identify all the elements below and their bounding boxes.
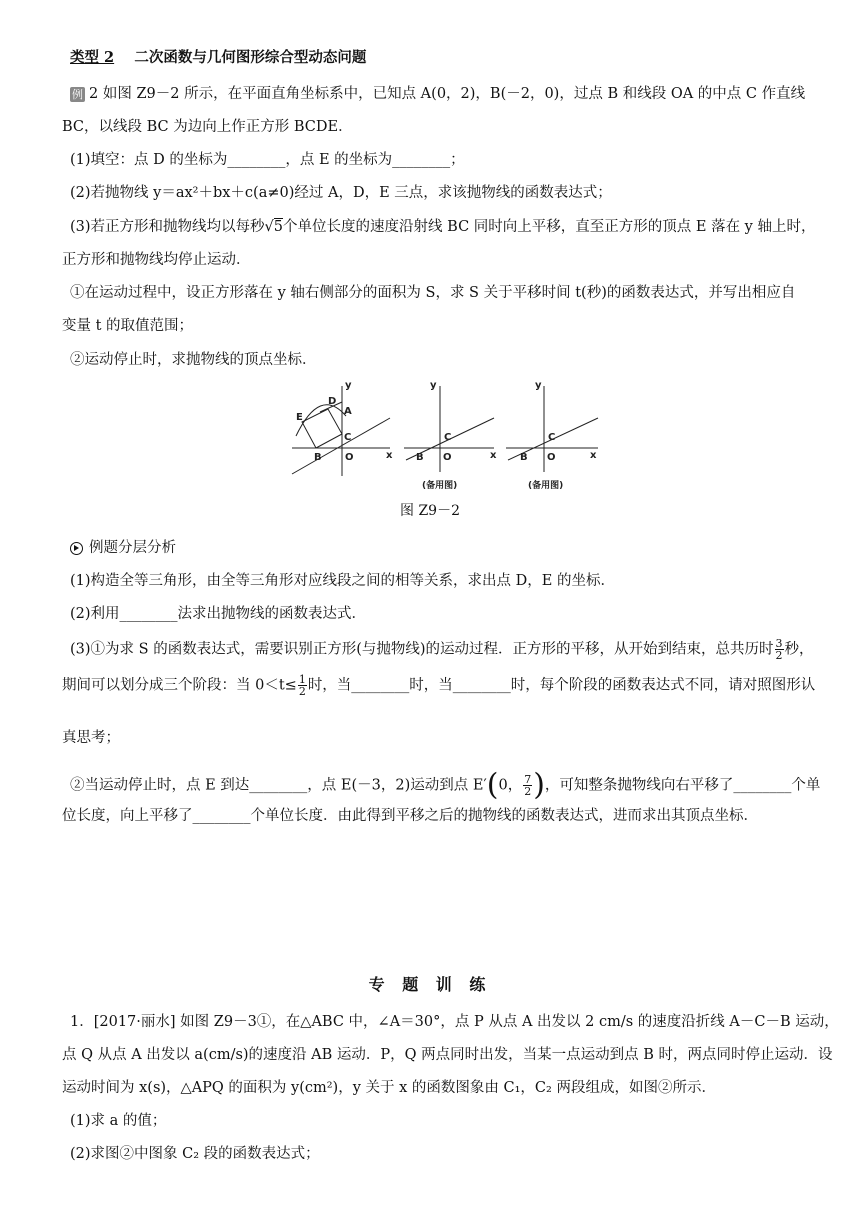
label-x-b2: x	[590, 450, 597, 461]
training-title: 专 题 训 练	[368, 975, 492, 994]
frac-num: 1	[298, 673, 306, 686]
label-y-b2: y	[535, 380, 542, 391]
label-o-b2: O	[547, 452, 556, 463]
fraction-1-2	[298, 674, 307, 697]
q3a-pre: (3)若正方形和抛物线均以每秒	[70, 219, 265, 235]
p3b-post: 时，当________时，当________时，每个阶段的函数表达式不同，请对照图形认	[307, 677, 816, 694]
analysis-p4b: 位长度，向上平移了________个单位长度．由此得到平移之后的抛物线的函数表达式，进而求出其顶点坐标．	[62, 808, 758, 824]
p3a-pre: (3)①为求 S 的函数表达式，需要识别正方形(与抛物线)的运动过程．正方形的平移，从开始到结束，总共历时	[70, 641, 774, 658]
parabola	[296, 405, 346, 436]
frac-num: 7	[524, 773, 532, 786]
backup-label-1: (备用图)	[422, 481, 458, 491]
training-line-3: 运动时间为 x(s)，△APQ 的面积为 y(cm²)，y 关于 x 的函数图象由 C₁，C₂ 两段组成，如图②所示．	[62, 1080, 716, 1096]
p3b-pre: 期间可以划分成三个阶段：当 0＜t≤	[62, 677, 297, 694]
q3a-post: 个单位长度的速度沿射线 BC 同时向上平移，直至正方形的顶点 E 落在 y 轴上时，	[283, 219, 816, 235]
analysis-heading-text: 例题分层分析	[89, 540, 176, 556]
analysis-p2: (2)利用________法求出抛物线的函数表达式．	[70, 606, 367, 622]
label-c-b2: C	[548, 432, 556, 443]
label-o: O	[345, 452, 354, 463]
question-3c: ①在运动过程中，设正方形落在 y 轴右侧部分的面积为 S，求 S 关于平移时间 t(秒)的函数表达式，并写出相应自	[70, 285, 796, 301]
label-y-main: y	[345, 380, 352, 391]
question-3b: 正方形和抛物线均停止运动．	[62, 252, 251, 268]
square-bcde	[302, 409, 342, 448]
type-title: 二次函数与几何图形综合型动态问题	[134, 49, 367, 66]
label-y-b1: y	[430, 380, 437, 391]
question-3a	[70, 217, 815, 237]
frac-den: 2	[298, 685, 306, 698]
frac-num: 3	[775, 637, 783, 650]
example-line-2: BC，以线段 BC 为边向上作正方形 BCDE．	[62, 119, 353, 135]
training-line-1: 1．[2017·丽水] 如图 Z9－3①，在△ABC 中，∠A＝30°，点 P 从点 A 出发以 2 cm/s 的速度沿折线 A－C－B 运动，	[70, 1014, 839, 1030]
figure-caption: 图 Z9－2	[400, 503, 460, 519]
point-bracket-right: )	[533, 767, 545, 803]
question-1: (1)填空：点 D 的坐标为________，点 E 的坐标为________；	[70, 152, 465, 168]
label-b-b2: B	[520, 452, 528, 463]
training-q1: (1)求 a 的值；	[70, 1113, 167, 1129]
example-icon: 例	[72, 87, 83, 101]
frac-den: 2	[775, 649, 783, 662]
label-d: D	[328, 396, 337, 407]
label-b-b1: B	[416, 452, 424, 463]
sqrt-symbol: √	[264, 219, 274, 235]
p4a-pre: ②当运动停止时，点 E 到达________，点 E(－3，2)运动到点 E′	[70, 777, 487, 794]
label-c: C	[344, 432, 352, 443]
analysis-p3b	[62, 674, 815, 697]
type-label: 类型 2	[70, 49, 115, 66]
example-text-1: 2 如图 Z9－2 所示，在平面直角坐标系中，已知点 A(0，2)，B(－2，0)，过点 B 和线段 OA 的中点 C 作直线	[89, 86, 806, 102]
frac-den: 2	[524, 785, 532, 798]
analysis-p1: (1)构造全等三角形，由全等三角形对应线段之间的相等关系，求出点 D，E 的坐标．	[70, 573, 615, 589]
figure-z9-2	[282, 376, 602, 496]
fraction-7-2	[523, 774, 532, 797]
analysis-heading	[70, 538, 176, 558]
section-heading	[70, 48, 366, 68]
training-line-2: 点 Q 从点 A 出发以 a(cm/s)的速度沿 AB 运动．P，Q 两点同时出发，当某一点运动到点 B 时，两点同时停止运动．设	[62, 1047, 833, 1063]
label-x-b1: x	[490, 450, 497, 461]
line-bc	[292, 418, 390, 474]
fraction-3-2	[775, 638, 784, 661]
example-line-1	[70, 84, 805, 104]
analysis-p4a	[70, 767, 821, 803]
point-x: 0，	[498, 777, 523, 794]
label-a: A	[344, 406, 352, 417]
analysis-p3a	[70, 638, 814, 661]
play-circle-icon	[70, 542, 83, 555]
p3a-post: 秒，	[784, 641, 814, 658]
label-o-b1: O	[443, 452, 452, 463]
label-x-main: x	[386, 450, 393, 461]
backup-label-2: (备用图)	[528, 481, 564, 491]
question-2: (2)若抛物线 y＝ax²＋bx＋c(a≠0)经过 A，D，E 三点，求该抛物线的函数表达式；	[70, 185, 612, 201]
question-3e: ②运动停止时，求抛物线的顶点坐标．	[70, 352, 317, 368]
label-e: E	[296, 412, 303, 423]
question-3d: 变量 t 的取值范围；	[62, 318, 194, 334]
analysis-p3c: 真思考；	[62, 730, 120, 746]
sqrt-value: 5	[273, 219, 284, 235]
main-graph	[292, 386, 390, 476]
label-b: B	[314, 452, 322, 463]
p4a-post: ，可知整条抛物线向右平移了________个单	[544, 777, 821, 794]
point-bracket-left: (	[486, 767, 499, 803]
label-c-b1: C	[444, 432, 452, 443]
training-q2: (2)求图②中图象 C₂ 段的函数表达式；	[70, 1146, 320, 1162]
